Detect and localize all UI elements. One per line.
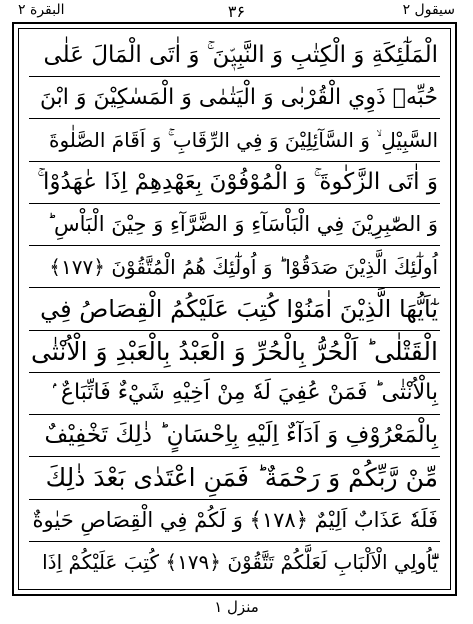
- manzil-footer: منزل ۱: [214, 598, 259, 616]
- text-line: وَ اٰتَى الزَّكٰوةَ ۚ وَ الْمُوْفُوْنَ بِعَهْدِهِمْ اِذَا عٰهَدُوْا ۚ: [29, 162, 440, 204]
- text-line: السَّبِيْلِ ۙ وَ السَّآئِلِيْنَ وَ فِي الرِّقَابِ ۚ وَ اَقَامَ الصَّلٰوةَ: [29, 119, 440, 161]
- text-line: حُبِّهٖ ذَوِي الْقُرْبٰى وَ الْيَتٰمٰى وَ الْمَسٰكِيْنَ وَ ابْنَ: [29, 77, 440, 119]
- text-line: يٰٓاَيُّهَا الَّذِيْنَ اٰمَنُوْا كُتِبَ عَلَيْكُمُ الْقِصَاصُ فِي: [29, 288, 440, 330]
- text-line: يّٰٓاُولِي الْاَلْبَابِ لَعَلَّكُمْ تَتَّقُوْنَ ﴿۱۷۹﴾ كُتِبَ عَلَيْكُمْ اِذَا: [42, 550, 438, 575]
- text-line: وَ الصّٰبِرِيْنَ فِي الْبَاْسَآءِ وَ الضَّرَّآءِ وَ حِيْنَ الْبَاْسِ ؕ: [29, 204, 440, 246]
- page-border: [12, 22, 457, 596]
- text-line: الْمَلٰٓئِكَةِ وَ الْكِتٰبِ وَ النَّبِيّٖنَ ۚ وَ اٰتَى الْمَالَ عَلٰى: [29, 35, 440, 77]
- juz-name: سیقول ۲: [402, 2, 455, 18]
- text-line: بِالْاُنْثٰى ؕ فَمَنْ عُفِيَ لَهٗ مِنْ اَخِيْهِ شَيْءٌ فَاتِّبَاعٌ ۢ: [29, 373, 440, 415]
- page-inner-border: [18, 28, 451, 590]
- surah-name: البقرة ۲: [18, 2, 65, 18]
- page-number: ۳۶: [227, 2, 246, 21]
- text-line: فَلَهٗ عَذَابٌ اَلِيْمٌ ﴿۱۷۸﴾ وَ لَكُمْ فِي الْقِصَاصِ حَيٰوةٌ: [29, 500, 440, 542]
- text-body: [29, 35, 440, 583]
- text-line: اُولٰٓئِكَ الَّذِيْنَ صَدَقُوْا ؕ وَ اُولٰٓئِكَ هُمُ الْمُتَّقُوْنَ ﴿۱۷۷﴾: [29, 246, 440, 288]
- page-header: [12, 0, 461, 22]
- text-line: مِّنْ رَّبِّكُمْ وَ رَحْمَةٌ ؕ فَمَنِ اعْتَدٰى بَعْدَ ذٰلِكَ: [29, 457, 440, 499]
- text-line: بِالْمَعْرُوْفِ وَ اَدَآءٌ اِلَيْهِ بِاِحْسَانٍ ؕ ذٰلِكَ تَخْفِيْفٌ: [29, 415, 440, 457]
- text-line: الْقَتْلٰى ؕ اَلْحُرُّ بِالْحُرِّ وَ الْعَبْدُ بِالْعَبْدِ وَ الْاُنْثٰى: [29, 331, 440, 373]
